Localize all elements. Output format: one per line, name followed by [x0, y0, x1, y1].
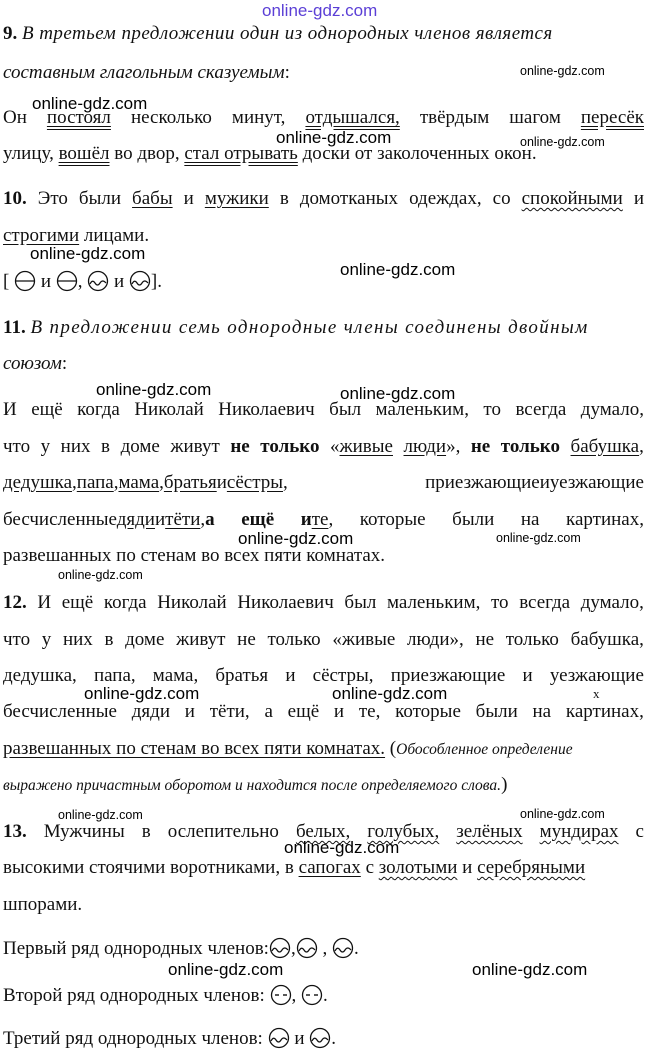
word: братья — [215, 665, 269, 686]
word: люди», — [406, 629, 464, 650]
word: минут, — [231, 107, 286, 128]
word: Он — [3, 107, 27, 128]
word: мундирах — [539, 821, 619, 842]
circle-dashes-icon — [301, 984, 323, 1006]
word: не — [230, 436, 250, 457]
word: ещё — [61, 592, 94, 613]
watermark: online-gdz.com — [30, 244, 146, 263]
task-12-paren-close: ) — [501, 774, 508, 795]
word: живут — [176, 629, 226, 650]
word: то — [483, 399, 501, 420]
word: твёрдым — [419, 107, 490, 128]
text-span: стал отрывать — [184, 143, 298, 164]
row-1 — [3, 937, 359, 961]
word: был — [344, 592, 377, 613]
row-2-sep-1: , — [291, 985, 302, 1006]
word: приезжающиеиуезжающие — [425, 472, 644, 493]
watermark: online-gdz.com — [472, 960, 588, 979]
task-11-line-1 — [3, 316, 589, 340]
word: с — [635, 821, 644, 842]
top-watermark: online-gdz.com — [262, 1, 378, 20]
watermark: online-gdz.com — [32, 94, 148, 113]
word: ещё — [241, 509, 275, 530]
word: ещё — [287, 701, 320, 722]
watermark: online-gdz.com — [276, 128, 392, 147]
word: только — [500, 436, 561, 457]
word: постоял — [46, 107, 111, 128]
watermark: online-gdz.com — [520, 807, 605, 821]
word: и — [633, 188, 644, 209]
word: них — [60, 436, 91, 457]
text-span: сапогах — [298, 857, 361, 878]
task-9-line-1 — [3, 22, 553, 46]
word: Мужчины — [43, 821, 125, 842]
word: только — [267, 629, 321, 650]
word: мама, — [152, 665, 199, 686]
text-span: и — [457, 857, 478, 878]
task-12-line-2 — [3, 628, 644, 652]
word: у — [41, 629, 52, 650]
word: ите, — [300, 509, 334, 530]
task-10-rest: лицами. — [79, 225, 150, 246]
text-span: во двор, — [109, 143, 185, 164]
word: живут — [170, 436, 220, 457]
word: приезжающие — [390, 665, 506, 686]
row-3-sep-1: и — [289, 1028, 310, 1049]
word: тёти, — [209, 701, 250, 722]
scheme-and-1: и — [40, 271, 51, 292]
word: картинах, — [565, 701, 644, 722]
word: Николаевич — [218, 399, 315, 420]
word: пересёк — [580, 107, 644, 128]
text-span: с — [360, 857, 379, 878]
word: только — [260, 436, 320, 457]
word: люди», — [403, 436, 461, 457]
circle-wave-icon — [309, 1027, 331, 1049]
task-11-number: 11. — [3, 317, 26, 338]
word: на — [532, 701, 552, 722]
word: бабы — [132, 188, 173, 209]
word: Николай — [134, 399, 204, 420]
task-12-line-6 — [3, 773, 507, 798]
word: шагом — [509, 107, 561, 128]
task-13-text-3: шпорами. — [3, 894, 83, 915]
task-11-line-2 — [3, 352, 67, 376]
circle-wave-icon — [296, 937, 318, 959]
word: в — [104, 629, 114, 650]
watermark: online-gdz.com — [96, 380, 212, 399]
scheme-and-2: и — [114, 271, 125, 292]
word: папа, — [93, 665, 136, 686]
watermark: online-gdz.com — [520, 64, 605, 78]
word: которые — [359, 509, 426, 530]
circle-wave-icon — [269, 937, 291, 959]
watermark: online-gdz.com — [84, 684, 200, 703]
word: сёстры, — [312, 665, 374, 686]
word: ослепительно — [167, 821, 279, 842]
task-12-note-2: выражено причастным оборотом и находится после определяемого слова. — [3, 777, 502, 794]
watermark: online-gdz.com — [520, 135, 605, 149]
task-13-line-2 — [3, 856, 585, 880]
row-1-label: Первый ряд однородных членов: — [3, 938, 269, 959]
task-12-note-1: Обособленное определение — [396, 741, 573, 758]
x-mark: x — [593, 686, 600, 701]
word: были — [475, 701, 518, 722]
circle-wave-icon — [268, 1027, 290, 1049]
watermark: online-gdz.com — [58, 808, 143, 822]
word: дяди — [131, 701, 170, 722]
task-13-line-3 — [3, 893, 82, 917]
word: зелёных — [456, 821, 523, 842]
watermark: online-gdz.com — [340, 260, 456, 279]
row-3-end: . — [331, 1028, 337, 1049]
word: 13. — [3, 821, 27, 842]
word: которые — [395, 701, 461, 722]
text-span: серебряными — [477, 857, 586, 878]
word: думало, — [580, 399, 644, 420]
word: только — [505, 629, 559, 650]
word: на — [520, 509, 540, 530]
word: Николай — [157, 592, 227, 613]
word: и — [184, 701, 195, 722]
task-11-instruction-2: союзом — [3, 353, 62, 374]
word: 10. — [3, 188, 27, 209]
word: мужики — [204, 188, 269, 209]
task-10-word-strogimi: строгими — [3, 225, 80, 246]
word: дедушка,папа,мама,братьяисёстры, — [3, 472, 288, 493]
word: И — [37, 592, 52, 613]
circle-wave-icon — [332, 937, 354, 959]
row-2 — [3, 984, 328, 1008]
watermark: online-gdz.com — [332, 684, 448, 703]
word: И — [3, 399, 17, 420]
word: «живые — [332, 629, 396, 650]
task-10-scheme — [3, 270, 162, 294]
word: и — [522, 665, 533, 686]
watermark: online-gdz.com — [496, 531, 581, 545]
word: них — [62, 629, 93, 650]
row-3-label: Третий ряд однородных членов: — [3, 1028, 263, 1049]
word: а — [264, 701, 273, 722]
task-11-line-5 — [3, 471, 644, 495]
text-span: развешанных по стенам во всех пяти комнатах. — [3, 545, 386, 566]
word: дедушка, — [3, 665, 77, 686]
word: бесчисленныедядиитёти,а — [3, 509, 215, 530]
row-1-sep-1: , — [290, 938, 296, 959]
word: Это — [37, 188, 68, 209]
row-2-label: Второй ряд однородных членов: — [3, 985, 265, 1006]
text-span: улицу, — [3, 143, 59, 164]
circle-dashes-icon — [270, 984, 292, 1006]
text-span: высокими стоячими воротниками, в — [3, 857, 299, 878]
word: у — [40, 436, 51, 457]
word: в — [101, 436, 111, 457]
word: был — [329, 399, 362, 420]
task-10-line-1 — [3, 187, 644, 211]
task-11-instruction-1: В предложении семь однородные члены соединены двойным — [30, 317, 589, 338]
task-11-line-4 — [3, 435, 644, 459]
task-12-line-5 — [3, 737, 573, 762]
word: маленьким, — [375, 399, 469, 420]
circle-wave-icon — [129, 270, 151, 292]
task-12-participial-phrase: развешанных по стенам во всех пяти комнатах. — [3, 738, 386, 759]
task-9-line-2 — [3, 61, 290, 85]
word: со — [492, 188, 511, 209]
word: что — [3, 629, 31, 650]
word: уезжающие — [549, 665, 644, 686]
watermark: online-gdz.com — [238, 529, 354, 548]
word: домотканых — [299, 188, 399, 209]
word: Николаевич — [237, 592, 334, 613]
word: не — [237, 629, 256, 650]
word: были — [78, 188, 122, 209]
word: «живые — [330, 436, 393, 457]
word: маленьким, — [386, 592, 481, 613]
scheme-comma: , — [77, 271, 83, 292]
word: всегда — [519, 592, 571, 613]
word: бабушка, — [570, 436, 644, 457]
word: думало, — [580, 592, 644, 613]
row-2-end: . — [323, 985, 328, 1006]
word: в — [141, 821, 151, 842]
word: одеждах, — [409, 188, 482, 209]
word: и — [183, 188, 194, 209]
word: несколько — [130, 107, 212, 128]
watermark: online-gdz.com — [340, 384, 456, 403]
word: доме — [120, 436, 160, 457]
watermark: online-gdz.com — [58, 568, 143, 582]
word: в — [279, 188, 289, 209]
word: голубых, — [367, 821, 440, 842]
task-12-line-1 — [3, 591, 644, 615]
task-9-colon: : — [284, 62, 290, 83]
task-9-instruction-2: составным глагольным сказуемым — [3, 62, 285, 83]
word: спокойными — [521, 188, 623, 209]
word: были — [452, 509, 495, 530]
task-9-line-4 — [3, 142, 537, 166]
word: белых, — [295, 821, 351, 842]
text-span: доски от заколоченных окон. — [297, 143, 537, 164]
task-9-number: 9. — [3, 23, 18, 44]
row-1-end: . — [353, 938, 359, 959]
task-11-line-3 — [3, 398, 644, 422]
watermark: online-gdz.com — [284, 838, 400, 857]
word: и — [333, 701, 345, 722]
task-11-colon: : — [61, 353, 68, 374]
word: не — [470, 436, 491, 457]
task-12-paren-open: ( — [385, 738, 397, 759]
word: не — [475, 629, 495, 650]
task-12-number: 12. — [3, 592, 27, 613]
row-1-sep-2: , — [317, 938, 332, 959]
word: ещё — [31, 399, 63, 420]
text-span: золотыми — [378, 857, 458, 878]
row-3 — [3, 1027, 336, 1051]
word: отдышался, — [305, 107, 400, 128]
word: когда — [77, 399, 120, 420]
text-span: вошёл — [58, 143, 110, 164]
word: и — [285, 665, 296, 686]
circle-line-icon — [14, 270, 36, 292]
word: что — [3, 436, 31, 457]
word: доме — [125, 629, 165, 650]
word: бабушка, — [570, 629, 644, 650]
word: те, — [358, 701, 381, 722]
circle-wave-icon — [87, 270, 109, 292]
word: бесчисленные — [3, 701, 117, 722]
scheme-close-bracket: ]. — [150, 271, 162, 292]
circle-line-icon — [56, 270, 78, 292]
watermark: online-gdz.com — [168, 960, 284, 979]
task-9-instruction-1: В третьем предложении один из однородных членов является — [22, 23, 553, 44]
word: картинах, — [566, 509, 644, 530]
word: когда — [103, 592, 147, 613]
word: всегда — [515, 399, 567, 420]
scheme-open-bracket: [ — [3, 271, 10, 292]
word: то — [491, 592, 509, 613]
